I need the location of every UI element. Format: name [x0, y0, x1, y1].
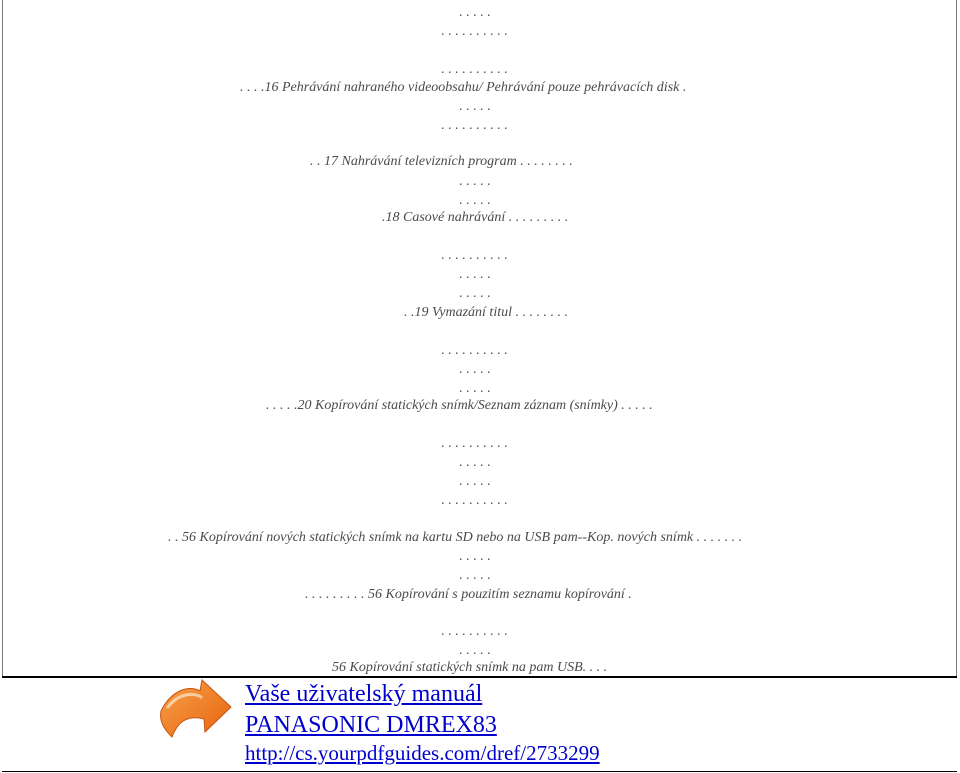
toc-line: . . . . . . . . . . [441, 248, 508, 263]
toc-line: . . . . . . . . . . [441, 62, 508, 77]
product-link[interactable]: PANASONIC DMREX83 [245, 712, 497, 738]
toc-line: . . . . . [459, 381, 491, 396]
toc-line: . . 56 Kopírování nových statických snímk na kartu SD nebo na USB pam--Kop. nových snímk . . . . . . . [168, 530, 743, 545]
user-manual-link[interactable]: Vaše uživatelský manuál [245, 681, 483, 707]
toc-line: . . . . . . . . . 56 Kopírování s pouzitím seznamu kopírování . [305, 587, 632, 602]
arrow-icon [158, 677, 234, 749]
toc-line: . .19 Vymazání titul . . . . . . . . [404, 305, 568, 320]
toc-line: . . . . .20 Kopírování statických snímk/Seznam záznam (snímky) . . . . . [266, 398, 653, 413]
toc-line: . . . . . . . . . . [441, 24, 508, 39]
toc-line: . . . . . [459, 267, 491, 282]
toc-line: . . . . . [459, 193, 491, 208]
toc-line: . . . . . [459, 474, 491, 489]
toc-line: . . . . . . . . . . [441, 343, 508, 358]
toc-line: . . . . . [459, 455, 491, 470]
toc-line: . . . . . . . . . . [441, 624, 508, 639]
toc-line: 56 Kopírování statických snímk na pam USB. . . . [332, 660, 608, 675]
toc-line: . . . . . [459, 643, 491, 658]
toc-line: . . . . . [459, 174, 491, 189]
toc-line: . . . . . . . . . . [441, 493, 508, 508]
toc-line: . . . . . [459, 568, 491, 583]
url-link[interactable]: http://cs.yourpdfguides.com/dref/2733299 [245, 741, 600, 765]
toc-line: . . . . . [459, 286, 491, 301]
toc-line: . . . . . [459, 99, 491, 114]
toc-line: . . . . . [459, 549, 491, 564]
toc-line: . . . . . [459, 5, 491, 20]
toc-line: . . . . . . . . . . [441, 118, 508, 133]
toc-line: .18 Casové nahrávání . . . . . . . . . [382, 210, 569, 225]
toc-line: . . 17 Nahrávání televizních program . . . . . . . . [310, 154, 573, 169]
toc-line: . . . . . . . . . . [441, 436, 508, 451]
toc-line: . . . . . [459, 362, 491, 377]
toc-line: . . . .16 Pehrávání nahraného videoobsahu/ Pehrávání pouze pehrávacích disk . [240, 80, 687, 95]
